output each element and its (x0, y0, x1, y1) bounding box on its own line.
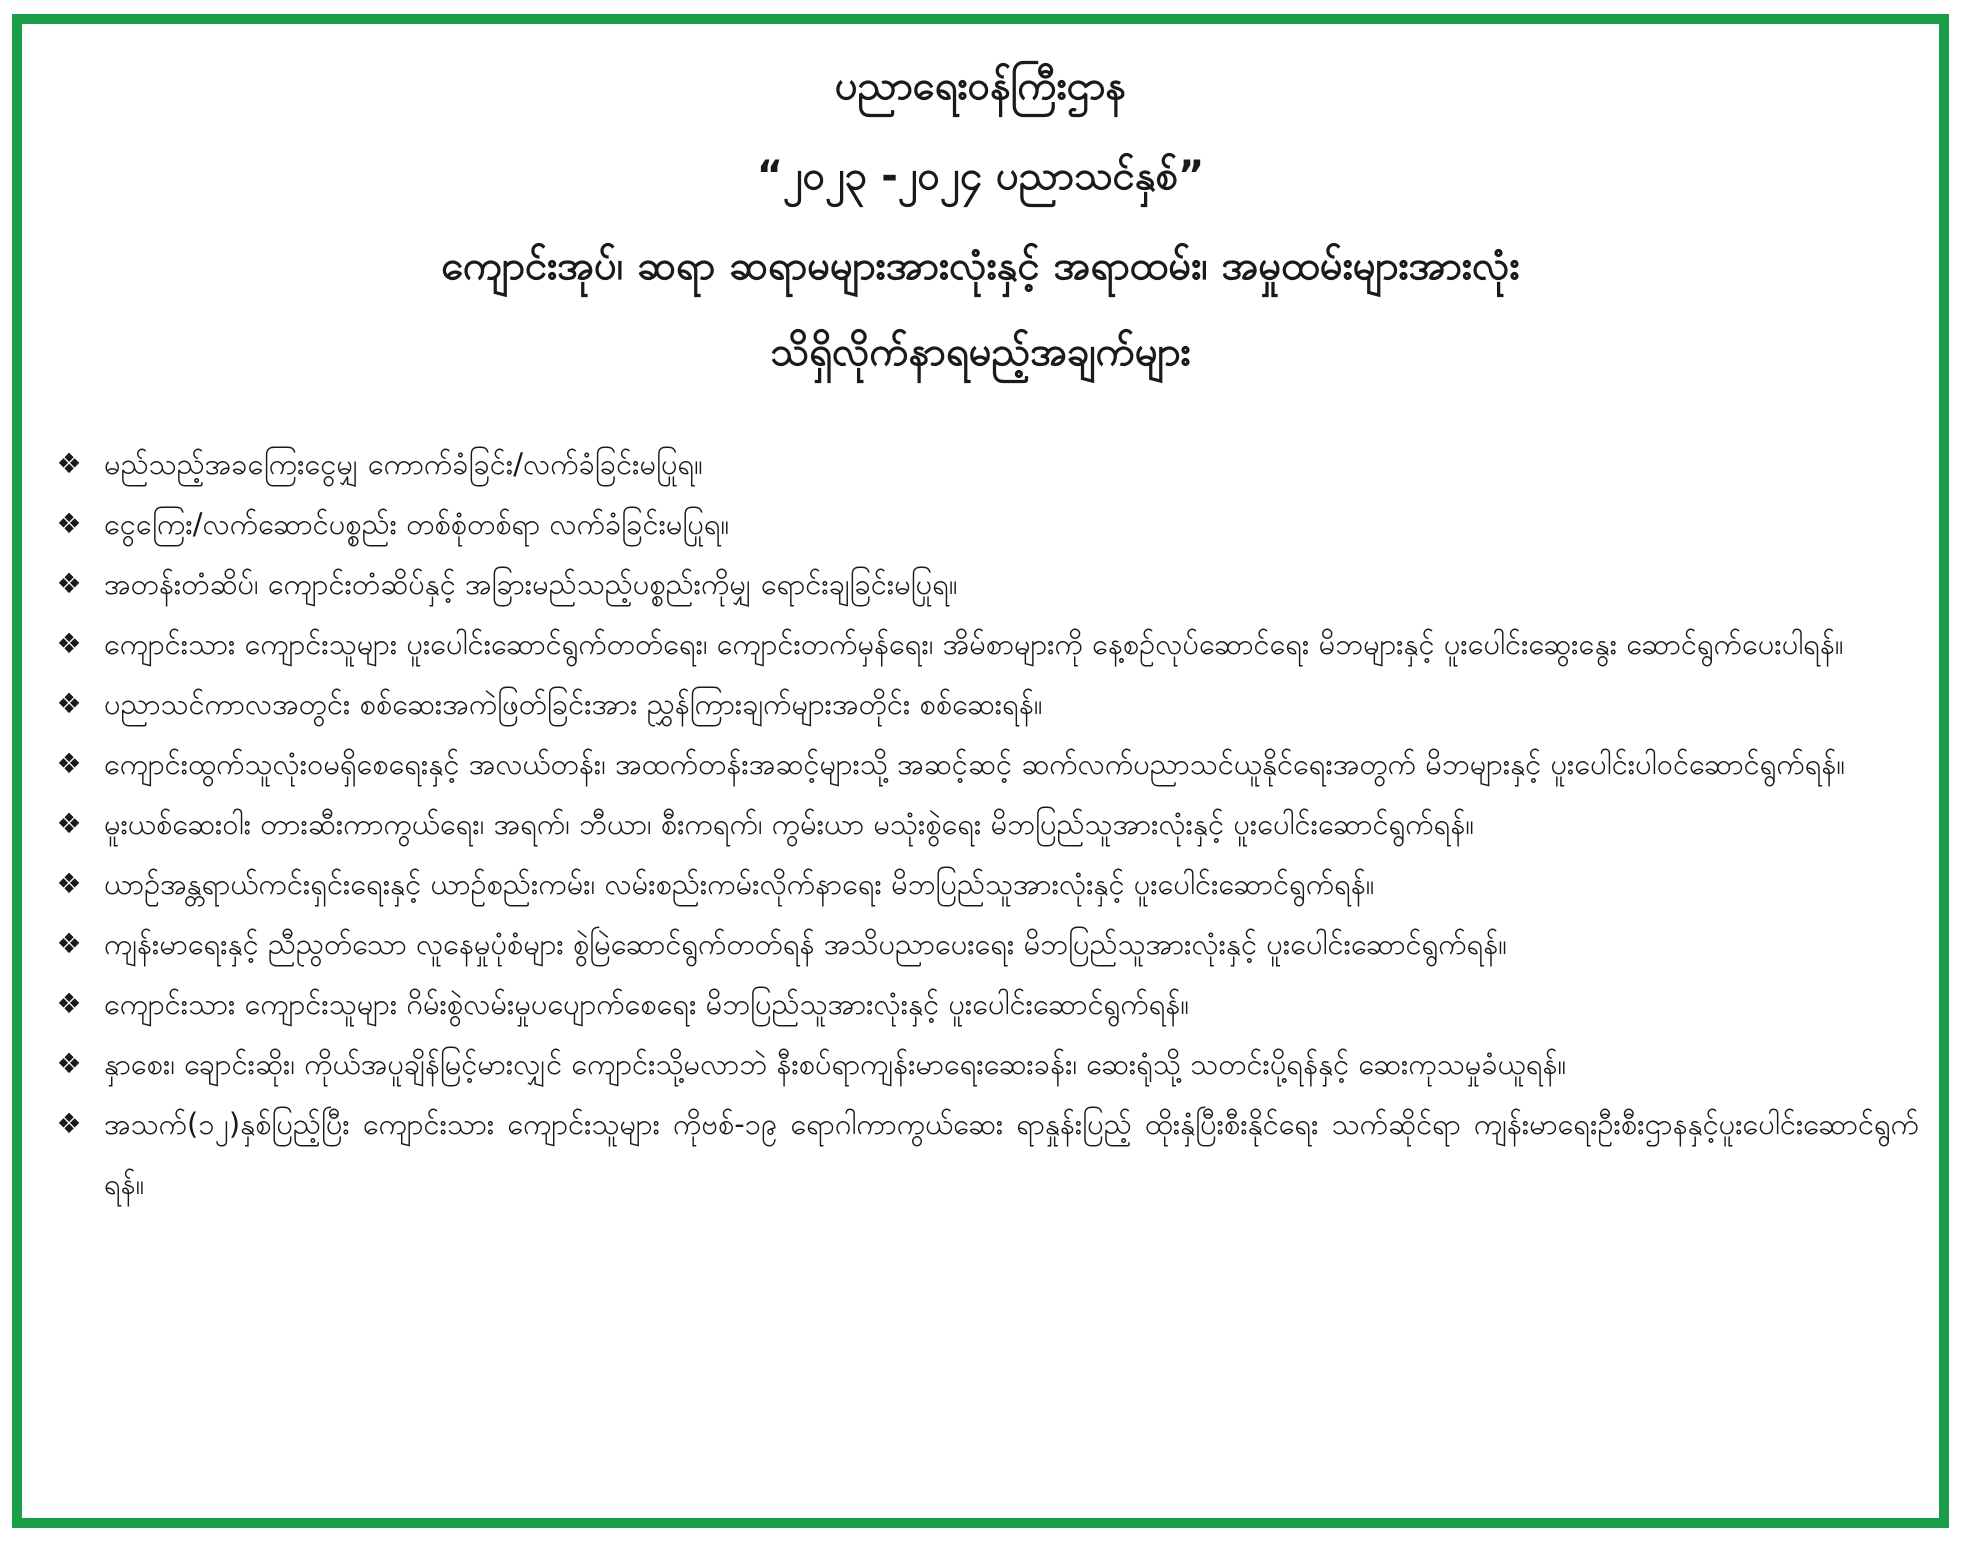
list-item-text: မည်သည့်အခကြေးငွေမျှ ကောက်ခံခြင်း/လက်ခံခြင်းမပြုရ။ (104, 447, 703, 481)
list-item-text: နှာစေး၊ ချောင်းဆိုး၊ ကိုယ်အပူချိန်မြင့်မားလျှင် ကျောင်းသို့မလာဘဲ နီးစပ်ရာကျန်းမာရေးဆေးခန်း၊ ဆေးရုံသို့ သတင်းပို့ရန်နှင့် ဆေးကုသမှုခံယူရန်။ (104, 1047, 1567, 1081)
list-item (46, 494, 1919, 554)
academic-year-title: “၂၀၂၃ -၂၀၂၄ ပညာသင်နှစ်” (756, 153, 1205, 199)
diamond-cluster-icon: ❖ (56, 687, 82, 720)
list-item (46, 734, 1919, 794)
list-item-text: ကျောင်းထွက်သူလုံးဝမရှိစေရေးနှင့် အလယ်တန်း၊ အထက်တန်းအဆင့်များသို့ အဆင့်ဆင့် ဆက်လက်ပညာသင်ယူနိုင်ရေးအတွက် မိဘများနှင့် ပူးပေါင်းပါဝင်ဆောင်ရွက်ရန်။ (104, 747, 1846, 781)
ministry-title: ပညာရေးဝန်ကြီးဌာန (834, 63, 1127, 109)
diamond-cluster-icon: ❖ (56, 627, 82, 660)
list-item-text: ကျောင်းသား ကျောင်းသူများ ပူးပေါင်းဆောင်ရွက်တတ်ရေး၊ ကျောင်းတက်မှန်ရေး၊ အိမ်စာများကို နေ့စဉ်လုပ်ဆောင်ရေး မိဘများနှင့် ပူးပေါင်းဆွေးနွေး ဆောင်ရွက်ပေးပါရန်။ (104, 627, 1844, 661)
list-item (46, 1094, 1919, 1214)
rules-list (46, 434, 1919, 1214)
diamond-cluster-icon: ❖ (56, 507, 82, 540)
diamond-cluster-icon: ❖ (56, 1047, 82, 1080)
list-item (46, 854, 1919, 914)
diamond-cluster-icon: ❖ (56, 867, 82, 900)
list-item-text: ယာဉ်အန္တရာယ်ကင်းရှင်းရေးနှင့် ယာဉ်စည်းကမ်း၊ လမ်းစည်းကမ်းလိုက်နာရေး မိဘပြည်သူအားလုံးနှင့် ပူးပေါင်းဆောင်ရွက်ရန်။ (104, 867, 1375, 901)
list-item (46, 974, 1919, 1034)
diamond-cluster-icon: ❖ (56, 1107, 82, 1140)
list-item (46, 794, 1919, 854)
list-item-text: အသက်(၁၂)နှစ်ပြည့်ပြီး ကျောင်းသား ကျောင်းသူများ ကိုဗစ်-၁၉ ရောဂါကာကွယ်ဆေး ရာနှုန်းပြည့် ထိုးနှံပြီးစီးနိုင်ရေး သက်ဆိုင်ရာ ကျန်းမာရေးဦးစီးဌာနနှင့်ပူးပေါင်းဆောင်ရွက်ရန်။ (104, 1107, 1919, 1201)
list-item-text: မူးယစ်ဆေးဝါး တားဆီးကာကွယ်ရေး၊ အရက်၊ ဘီယာ၊ စီးကရက်၊ ကွမ်းယာ မသုံးစွဲရေး မိဘပြည်သူအားလုံးနှင့် ပူးပေါင်းဆောင်ရွက်ရန်။ (104, 807, 1475, 841)
diamond-cluster-icon: ❖ (56, 567, 82, 600)
list-item-text: ငွေကြေး/လက်ဆောင်ပစ္စည်း တစ်စုံတစ်ရာ လက်ခံခြင်းမပြုရ။ (104, 507, 730, 541)
diamond-cluster-icon: ❖ (56, 747, 82, 780)
notice-heading: သိရှိလိုက်နာရမည့်အချက်များ (770, 329, 1191, 375)
diamond-cluster-icon: ❖ (56, 447, 82, 480)
diamond-cluster-icon: ❖ (56, 987, 82, 1020)
list-item (46, 554, 1919, 614)
list-item-text: အတန်းတံဆိပ်၊ ကျောင်းတံဆိပ်နှင့် အခြားမည်သည့်ပစ္စည်းကိုမျှ ရောင်းချခြင်းမပြုရ။ (104, 567, 958, 601)
diamond-cluster-icon: ❖ (56, 927, 82, 960)
list-item (46, 1034, 1919, 1094)
list-item-text: ကျန်းမာရေးနှင့် ညီညွတ်သော လူနေမှုပုံစံများ စွဲမြဲဆောင်ရွက်တတ်ရန် အသိပညာပေးရေး မိဘပြည်သူအားလုံးနှင့် ပူးပေါင်းဆောင်ရွက်ရန်။ (104, 927, 1508, 961)
list-item (46, 914, 1919, 974)
list-item-text: ကျောင်းသား ကျောင်းသူများ ဂိမ်းစွဲလမ်းမှုပပျောက်စေရေး မိဘပြည်သူအားလုံးနှင့် ပူးပေါင်းဆောင်ရွက်ရန်။ (104, 987, 1190, 1021)
list-item (46, 674, 1919, 734)
list-item (46, 434, 1919, 494)
notice-header (22, 62, 1939, 376)
list-item (46, 614, 1919, 674)
notice-frame (12, 14, 1949, 1528)
audience-title: ကျောင်းအုပ်၊ ဆရာ ဆရာမများအားလုံးနှင့် အရာထမ်း၊ အမှုထမ်းများအားလုံး (441, 243, 1520, 289)
list-item-text: ပညာသင်ကာလအတွင်း စစ်ဆေးအကဲဖြတ်ခြင်းအား ညွှန်ကြားချက်များအတိုင်း စစ်ဆေးရန်။ (104, 687, 1043, 721)
diamond-cluster-icon: ❖ (56, 807, 82, 840)
